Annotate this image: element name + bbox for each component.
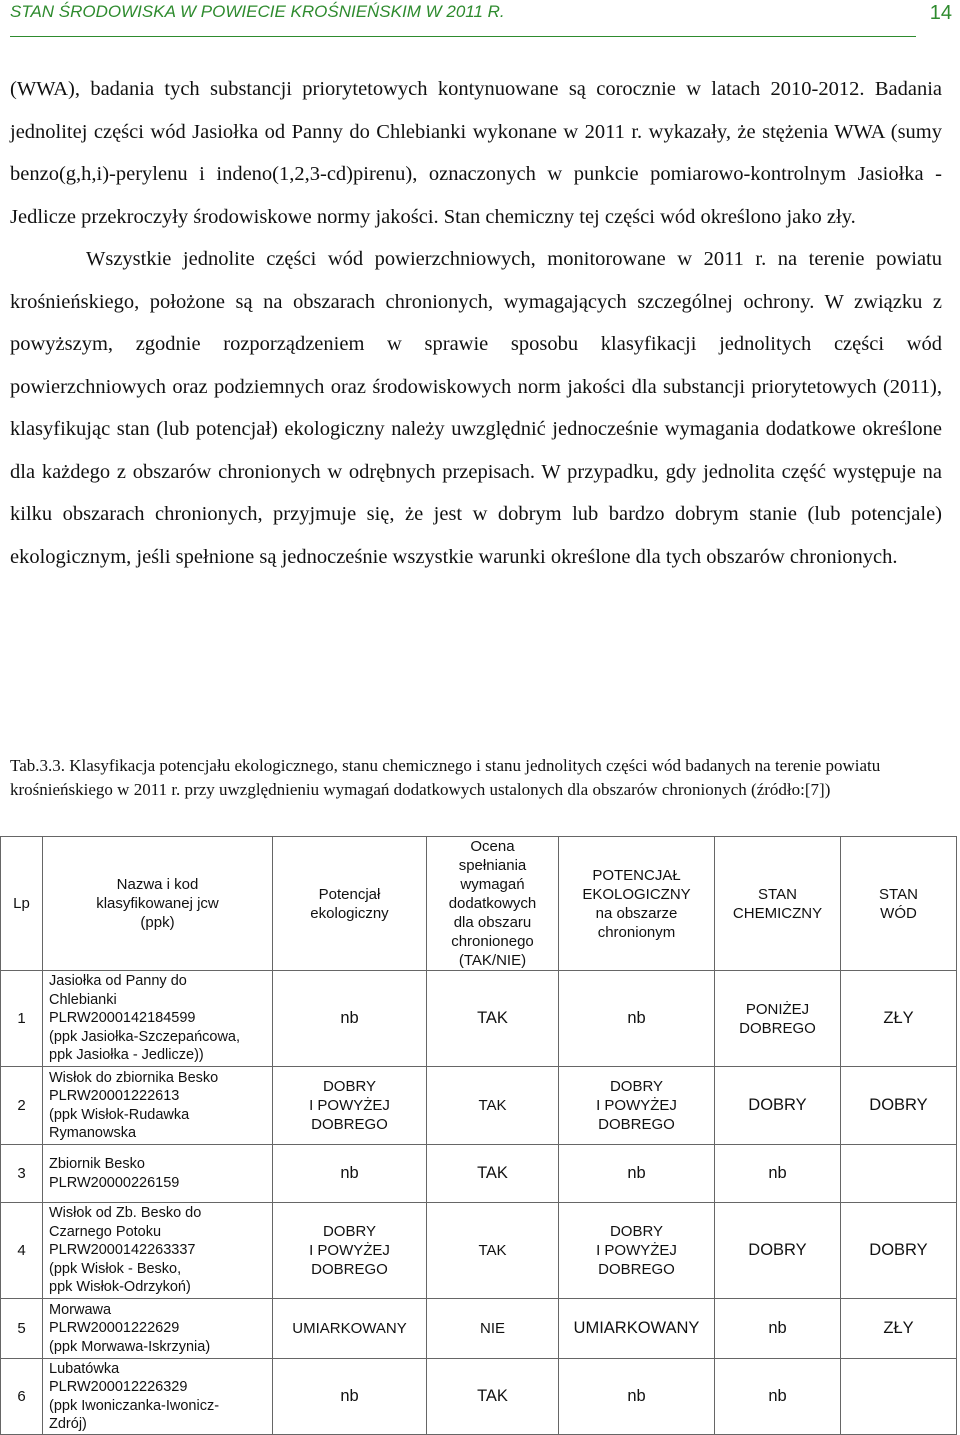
- header-cell: Ocena spełniania wymagań dodatkowych dla obszaru chronionego (TAK/NIE): [427, 837, 559, 971]
- header-cell: Nazwa i kod klasyfikowanej jcw (ppk): [43, 837, 273, 971]
- chemical-status-cell: DOBRY: [715, 1203, 841, 1299]
- chemical-status-cell: nb: [715, 1299, 841, 1359]
- table-caption: Tab.3.3. Klasyfikacja potencjału ekologicznego, stanu chemicznego i stanu jednolitych części wód badanych na terenie powiatu krośnieńskiego w 2011 r. przy uwzględnieniu wymagań dodatkowych ustalonych dla obszarów chronionych (źródło:[7]): [10, 756, 881, 799]
- water-status-cell: DOBRY: [841, 1203, 957, 1299]
- running-header: STAN ŚRODOWISKA W POWIECIE KROŚNIEŃSKIM W 2011 R.: [10, 2, 505, 21]
- row-number: 2: [1, 1067, 43, 1145]
- water-body-name: Jasiołka od Panny do Chlebianki PLRW2000142184599 (ppk Jasiołka-Szczepańcowa, ppk Jasiołka - Jedlicze)): [43, 971, 273, 1067]
- requirements-met-cell: TAK: [427, 1067, 559, 1145]
- ecological-potential-cell: nb: [273, 971, 427, 1067]
- row-number: 6: [1, 1359, 43, 1435]
- ecological-potential-cell: nb: [273, 1145, 427, 1203]
- row-number: 5: [1, 1299, 43, 1359]
- ecological-potential-cell: DOBRY I POWYŻEJ DOBREGO: [273, 1067, 427, 1145]
- water-body-name: Lubatówka PLRW200012226329 (ppk Iwoniczanka-Iwonicz- Zdrój): [43, 1359, 273, 1435]
- page-number: 14: [929, 2, 952, 24]
- table-row: [1, 971, 957, 1067]
- table-row: [1, 1145, 957, 1203]
- ecological-potential-cell: DOBRY I POWYŻEJ DOBREGO: [273, 1203, 427, 1299]
- header-cell: Potencjał ekologiczny: [273, 837, 427, 971]
- requirements-met-cell: TAK: [427, 1203, 559, 1299]
- table-row: [1, 1203, 957, 1299]
- requirements-met-cell: TAK: [427, 1145, 559, 1203]
- paragraph: (WWA), badania tych substancji priorytetowych kontynuowane są corocznie w latach 2010-2012. Badania jednolitej części wód Jasiołka od Panny do Chlebianki wykonane w 2011 r. wykazały, że stężenia WWA (sumy benzo(g,h,i)-perylenu i indeno(1,2,3-cd)pirenu), oznaczonych w punkcie pomiarowo-kontrolnym Jasiołka - Jedlicze przekroczyły środowiskowe normy jakości. Stan chemiczny tej części wód określono jako zły.: [10, 78, 942, 228]
- protected-area-potential-cell: DOBRY I POWYŻEJ DOBREGO: [559, 1203, 715, 1299]
- water-status-cell: ZŁY: [841, 1299, 957, 1359]
- header-cell: Lp: [1, 837, 43, 971]
- table-row: [1, 1067, 957, 1145]
- header-cell: STAN WÓD: [841, 837, 957, 971]
- requirements-met-cell: TAK: [427, 1359, 559, 1435]
- header-cell: POTENCJAŁ EKOLOGICZNY na obszarze chronionym: [559, 837, 715, 971]
- water-status-cell: [841, 1145, 957, 1203]
- requirements-met-cell: NIE: [427, 1299, 559, 1359]
- protected-area-potential-cell: DOBRY I POWYŻEJ DOBREGO: [559, 1067, 715, 1145]
- header-cell: STAN CHEMICZNY: [715, 837, 841, 971]
- protected-area-potential-cell: nb: [559, 1145, 715, 1203]
- row-number: 3: [1, 1145, 43, 1203]
- header-divider: [10, 36, 916, 37]
- water-status-cell: DOBRY: [841, 1067, 957, 1145]
- classification-table: [0, 836, 957, 1435]
- table-row: [1, 1299, 957, 1359]
- ecological-potential-cell: nb: [273, 1359, 427, 1435]
- chemical-status-cell: PONIŻEJ DOBREGO: [715, 971, 841, 1067]
- row-number: 4: [1, 1203, 43, 1299]
- water-body-name: Wisłok do zbiornika Besko PLRW20001222613 (ppk Wisłok-Rudawka Rymanowska: [43, 1067, 273, 1145]
- water-body-name: Wisłok od Zb. Besko do Czarnego Potoku PLRW2000142263337 (ppk Wisłok - Besko, ppk Wisłok-Odrzykoń): [43, 1203, 273, 1299]
- chemical-status-cell: nb: [715, 1359, 841, 1435]
- table-header-row: [1, 837, 957, 971]
- chemical-status-cell: DOBRY: [715, 1067, 841, 1145]
- ecological-potential-cell: UMIARKOWANY: [273, 1299, 427, 1359]
- water-status-cell: ZŁY: [841, 971, 957, 1067]
- table-row: [1, 1359, 957, 1435]
- water-status-cell: [841, 1359, 957, 1435]
- row-number: 1: [1, 971, 43, 1067]
- water-body-name: Zbiornik Besko PLRW20000226159: [43, 1145, 273, 1203]
- body-text: [10, 68, 942, 578]
- protected-area-potential-cell: nb: [559, 1359, 715, 1435]
- water-body-name: Morwawa PLRW20001222629 (ppk Morwawa-Iskrzynia): [43, 1299, 273, 1359]
- chemical-status-cell: nb: [715, 1145, 841, 1203]
- protected-area-potential-cell: UMIARKOWANY: [559, 1299, 715, 1359]
- paragraph: Wszystkie jednolite części wód powierzchniowych, monitorowane w 2011 r. na terenie powiatu krośnieńskiego, położone są na obszarach chronionych, wymagających szczególnej ochrony. W związku z powyższym, zgodnie rozporządzeniem w sprawie sposobu klasyfikacji jednolitych części wód powierzchniowych oraz podziemnych oraz środowiskowych norm jakości dla substancji priorytetowych (2011), klasyfikując stan (lub potencjał) ekologiczny należy uwzględnić jednocześnie wymagania dodatkowe określone dla każdego z obszarów chronionych w odrębnych przepisach. W przypadku, gdy jednolita część występuje na kilku obszarach chronionych, przyjmuje się, że jest w dobrym lub bardzo dobrym stanie (lub potencjale) ekologicznym, jeśli spełnione są jednocześnie wszystkie warunki określone dla tych obszarów chronionych.: [10, 248, 942, 568]
- protected-area-potential-cell: nb: [559, 971, 715, 1067]
- requirements-met-cell: TAK: [427, 971, 559, 1067]
